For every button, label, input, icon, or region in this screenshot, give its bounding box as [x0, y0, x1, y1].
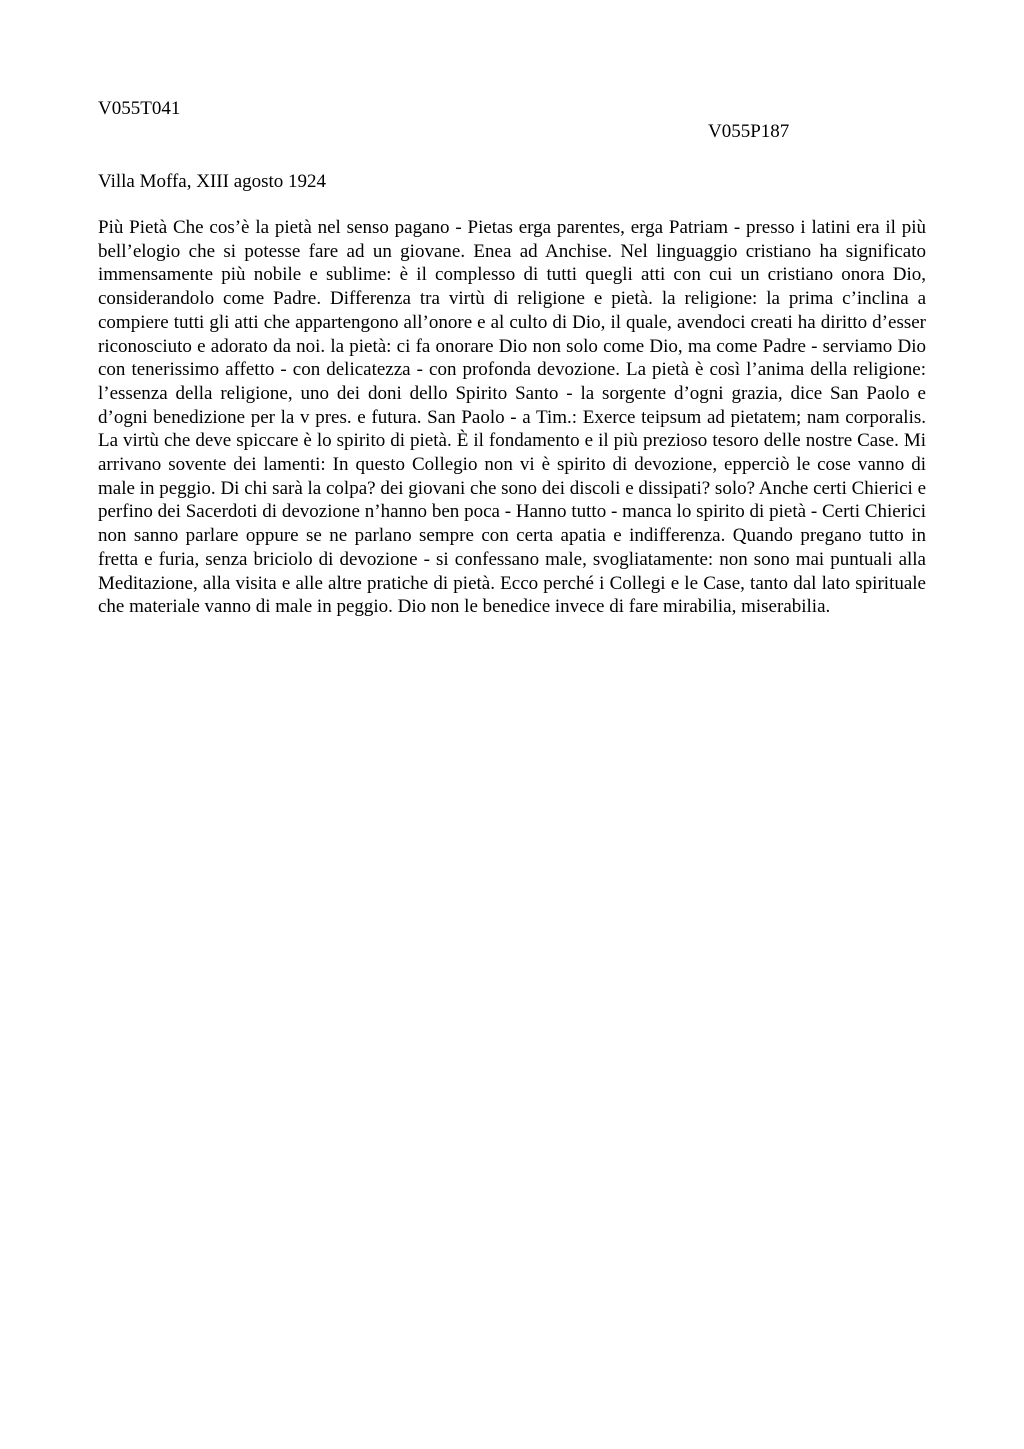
letter-body: Più Pietà Che cos’è la pietà nel senso pagano - Pietas erga parentes, erga Patriam - presso i latini era il più bell’elogio che si potesse fare ad un giovane. Enea ad Anchise. Nel linguaggio cristiano ha significato immensamente più nobile e sublime: è il complesso di tutti quegli atti con cui un cristiano onora Dio, considerandolo come Padre. Differenza tra virtù di religione e pietà. la religione: la prima c’inclina a compiere tutti gli atti che appartengono all’onore e al culto di Dio, il quale, avendoci creati ha diritto d’esser riconosciuto e adorato da noi. la pietà: ci fa onorare Dio non solo come Dio, ma come Padre - serviamo Dio con tenerissimo affetto - con delicatezza - con profonda devozione. La pietà è così l’anima della religione: l’essenza della religione, uno dei doni dello Spirito Santo - la sorgente d’ogni grazia, dice San Paolo e d’ogni benedizione per la v pres. e futura. San Paolo - a Tim.: Exerce teipsum ad pietatem; nam corporalis. La virtù che deve spiccare è lo spirito di pietà. È il fondamento e il più prezioso tesoro delle nostre Case. Mi arrivano sovente dei lamenti: In questo Collegio non vi è spirito di devozione, epperciò le cose vanno di male in peggio. Di chi sarà la colpa? dei giovani che sono dei discoli e dissipati? solo? Anche certi Chierici e perfino dei Sacerdoti di devozione n’hanno ben poca - Hanno tutto - manca lo spirito di pietà - Certi Chierici non sanno parlare oppure se ne parlano sempre con certa apatia e indifferenza. Quando pregano tutto in fretta e furia, senza briciolo di devozione - si confessano male, svogliatamente: non sono mai puntuali alla Meditazione, alla visita e alle altre pratiche di pietà. Ecco perché i Collegi e le Case, tanto dal lato spirituale che materiale vanno di male in peggio. Dio non le benedice invece di fare mirabilia, miserabilia. — [98, 217, 926, 618]
document-id: V055T041 — [98, 98, 181, 119]
page-id: V055P187 — [708, 121, 790, 142]
place-date: Villa Moffa, XIII agosto 1924 — [98, 171, 327, 192]
